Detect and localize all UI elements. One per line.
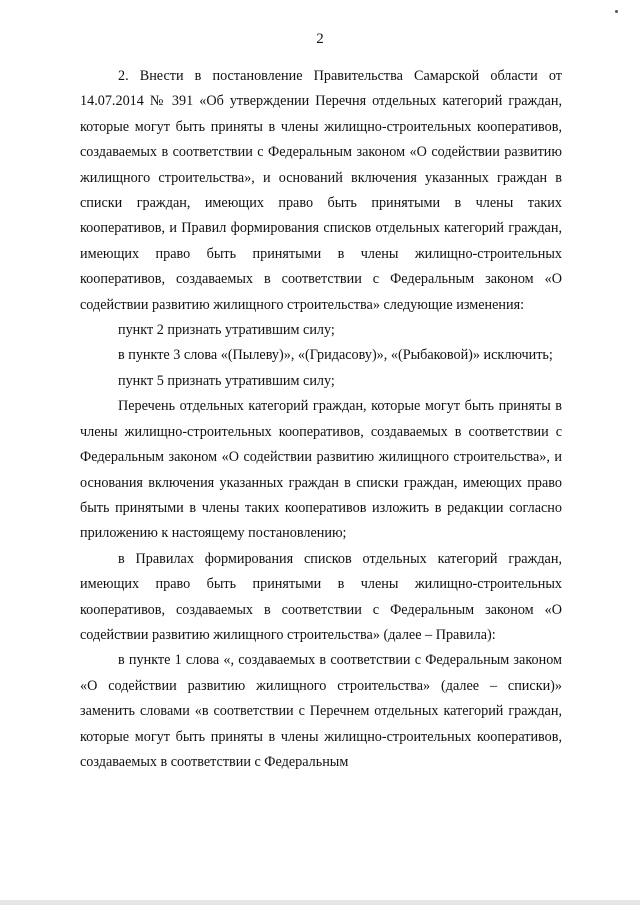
paragraph-item-3: в пункте 3 слова «(Пылеву)», «(Гридасову)», «(Рыбаковой)» исключить; <box>118 347 553 364</box>
page-number: 2 <box>316 31 324 47</box>
paragraph-rules-item-1: в пункте 1 слова «, создаваемых в соответствии с Федеральным законом «О содействии развитию жилищного строительства» (далее – списки)» заменить словами «в соответствии с Перечнем отдельных категорий граждан, которые могут быть приняты в члены жилищно-строительных кооперативов, создаваемых в соответствии с Федеральным <box>80 652 562 770</box>
paragraph-item-5: пункт 5 признать утратившим силу; <box>118 372 335 389</box>
paragraph-item-2: пункт 2 признать утратившим силу; <box>118 322 335 339</box>
page-bottom-edge <box>0 900 640 905</box>
document-body <box>80 64 562 775</box>
scan-speck <box>615 10 618 13</box>
paragraph-rules-intro: в Правилах формирования списков отдельных категорий граждан, имеющих право быть принятыми в члены жилищно-строительных кооперативов, создаваемых в соответствии с Федеральным законом «О содействии развитию жилищного строительства» (далее – Правила): <box>80 550 562 643</box>
paragraph-amendment-intro: 2. Внести в постановление Правительства Самарской области от 14.07.2014 № 391 «Об утверждении Перечня отдельных категорий граждан, которые могут быть приняты в члены жилищно-строительных кооперативов, создаваемых в соответствии с Федеральным законом «О содействии развитию жилищного строительства», и оснований включения указанных граждан в списки граждан, имеющих право быть принятыми в члены таких кооперативов, и Правил формирования списков отдельных категорий граждан, имеющих право быть принятыми в члены жилищно-строительных кооперативов, создаваемых в соответствии с Федеральным законом «О содействии развитию жилищного строительства» следующие изменения: <box>80 68 562 313</box>
paragraph-list-change: Перечень отдельных категорий граждан, которые могут быть приняты в члены жилищно-строительных кооперативов, создаваемых в соответствии с Федеральным законом «О содействии развитию жилищного строительства», и основания включения указанных граждан в списки граждан, имеющих право быть принятыми в члены таких кооперативов изложить в редакции согласно приложению к настоящему постановлению; <box>80 398 562 542</box>
